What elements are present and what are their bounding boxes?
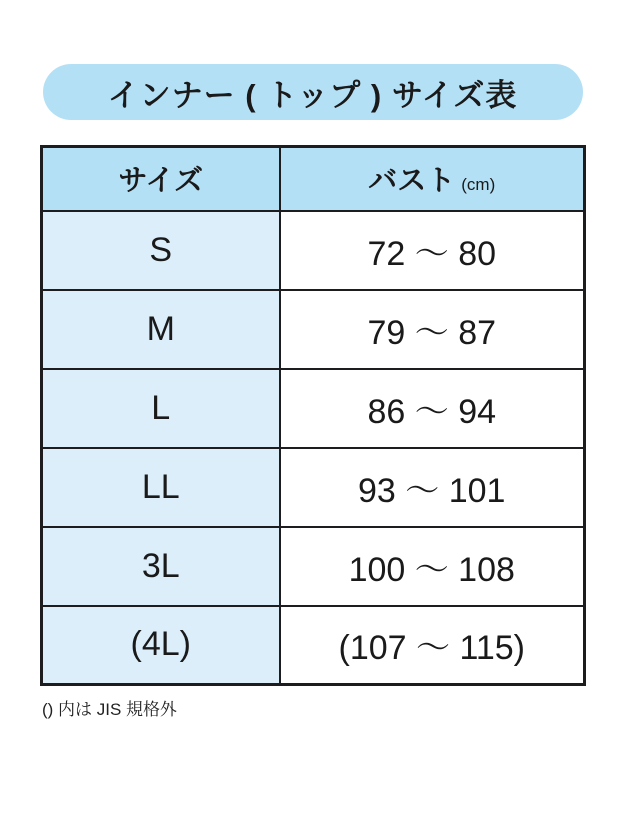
col-header-bust [280, 147, 585, 211]
bust-cell: 93 ～ 101 [280, 448, 585, 527]
size-cell: 3L [42, 527, 280, 606]
bust-unit-label: (cm) [461, 175, 496, 195]
bust-cell: 100 ～ 108 [280, 527, 585, 606]
size-cell: LL [42, 448, 280, 527]
size-cell: M [42, 290, 280, 369]
size-table [40, 145, 586, 686]
page-title: インナー ( トップ ) サイズ表 [107, 77, 518, 113]
size-chart-title-banner [43, 64, 583, 120]
bust-cell: 72 ～ 80 [280, 211, 585, 290]
col-header-size [42, 147, 280, 211]
col-header-bust-label: バスト [368, 165, 456, 198]
col-header-size-label: サイズ [118, 165, 204, 198]
size-cell: (4L) [42, 606, 280, 685]
size-cell: S [42, 211, 280, 290]
table-row [42, 527, 585, 606]
table-row [42, 606, 585, 685]
table-row [42, 290, 585, 369]
bust-cell: (107 ～ 115) [280, 606, 585, 685]
table-row [42, 211, 585, 290]
footnote: () 内は JIS 規格外 [42, 700, 178, 719]
table-row [42, 448, 585, 527]
header-row [42, 147, 585, 211]
size-table-body [42, 211, 585, 685]
table-row [42, 369, 585, 448]
bust-cell: 79 ～ 87 [280, 290, 585, 369]
size-cell: L [42, 369, 280, 448]
size-table-header [42, 147, 585, 211]
bust-cell: 86 ～ 94 [280, 369, 585, 448]
